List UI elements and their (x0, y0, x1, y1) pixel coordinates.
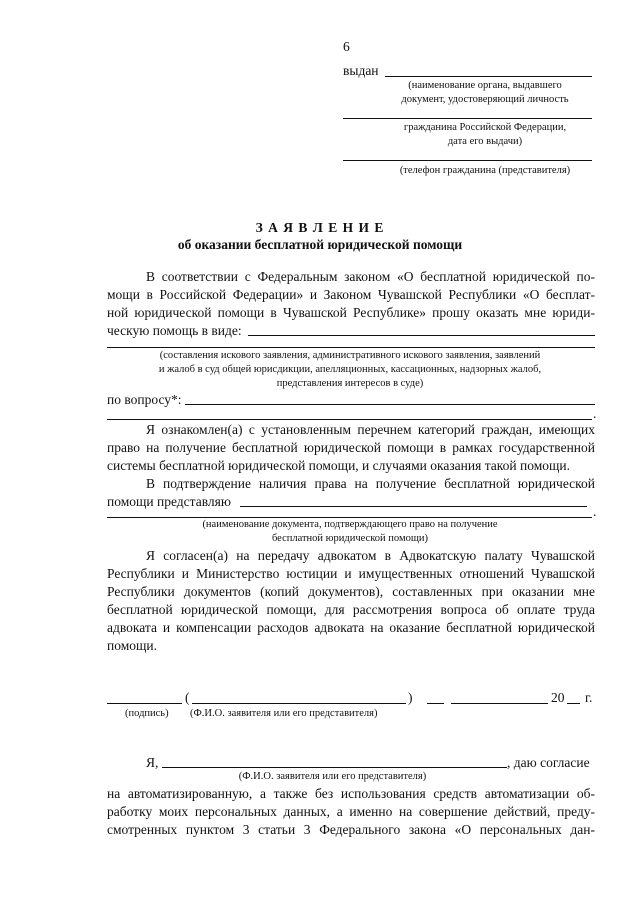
assistance-caption-1: (составления искового заявления, административного искового заявления, заявлений (159, 350, 541, 361)
year-suffix: г. (585, 690, 593, 705)
date-day-line[interactable] (427, 703, 444, 704)
question-line-1[interactable] (185, 404, 595, 405)
name-close-paren: ) (408, 690, 413, 705)
citizen-caption-2: дата его выдачи) (447, 136, 523, 147)
applicant-name-line[interactable] (192, 703, 406, 704)
consent-line-2: на автоматизированную, а также без использования средств автоматизации об- (107, 786, 595, 801)
issuer-line[interactable] (385, 76, 592, 77)
transfer-line-2: Республики и Министерство юстиции и имущественных отношений Чувашской (107, 566, 595, 581)
transfer-line-6: помощи. (107, 638, 158, 653)
citizen-caption-1: гражданина Российской Федерации, (403, 122, 567, 133)
date-year-line[interactable] (567, 703, 580, 704)
transfer-line-3: Республики документов (копий документов), составленных при оказании мне (107, 584, 595, 599)
ack-line-3: системы бесплатной юридической помощи, и случаями оказания такой помощи. (107, 458, 570, 473)
issuer-caption-1: (наименование органа, выдавшего (408, 80, 562, 91)
question-period: . (593, 406, 597, 421)
phone-caption: (телефон гражданина (представителя) (399, 165, 571, 176)
confirm-caption-1: (наименование документа, подтверждающего право на получение (202, 519, 498, 530)
consent-name-line[interactable] (162, 767, 507, 768)
consent-suffix: , даю согласие (507, 755, 590, 770)
request-line-1: В соответствии с Федеральным законом «О бесплатной юридической по- (146, 269, 595, 284)
consent-line-4: смотренных пунктом 3 статьи 3 Федерального закона «О персональных дан- (107, 822, 595, 837)
request-line-4: ческую помощь в виде: (107, 323, 242, 338)
consent-name-caption: (Ф.И.О. заявителя или его представителя) (238, 771, 427, 782)
issuer-caption-2: документ, удостоверяющий личность (401, 94, 569, 105)
ack-line-2: право на получение бесплатной юридической помощи в рамках государственной (107, 440, 595, 455)
assistance-caption-3: представления интересов в суде) (276, 378, 424, 389)
issued-label: выдан (343, 63, 379, 78)
assistance-caption-2: и жалоб в суд общей юрисдикции, апелляционных, кассационных, надзорных жалоб, (158, 364, 542, 375)
document-subtitle: об оказании бесплатной юридической помощи (177, 237, 463, 252)
assistance-type-line-2[interactable] (107, 347, 595, 348)
transfer-line-4: бесплатной юридической помощи, для рассмотрения вопроса об оплате труда (107, 602, 595, 617)
transfer-line-5: адвоката и компенсации расходов адвоката на оказание бесплатной юридической (107, 620, 595, 635)
confirm-line-1: В подтверждение наличия права на получение бесплатной юридической (146, 476, 595, 491)
document-line[interactable] (343, 118, 592, 119)
name-open-paren: ( (185, 690, 190, 705)
confirm-line-2: помощи представляю (107, 494, 231, 509)
assistance-type-line-1[interactable] (248, 335, 595, 336)
document-title: З А Я В Л Е Н И Е (255, 220, 385, 235)
signature-line[interactable] (107, 703, 182, 704)
phone-line[interactable] (343, 160, 592, 161)
name-caption: (Ф.И.О. заявителя или его представителя) (190, 708, 378, 719)
consent-line-3: работку моих персональных данных, а именно на совершение действий, преду- (107, 804, 595, 819)
date-month-line[interactable] (451, 703, 548, 704)
signature-caption: (подпись) (125, 708, 169, 719)
consent-prefix: Я, (146, 755, 159, 770)
year-prefix: 20 (551, 690, 565, 705)
confirm-period: . (593, 504, 597, 519)
question-label: по вопросу*: (107, 392, 182, 407)
request-line-2: мощи в Российской Федерации» и Законом Чувашской Республики «О бесплат- (107, 287, 595, 302)
confirm-caption-2: бесплатной юридической помощи) (271, 533, 429, 544)
page-number: 6 (343, 39, 350, 54)
confirm-document-line-1[interactable] (240, 506, 587, 507)
transfer-line-1: Я согласен(а) на передачу адвокатом в Адвокатскую палату Чувашской (146, 548, 595, 563)
confirm-document-line-2[interactable] (107, 517, 592, 518)
question-line-2[interactable] (107, 419, 592, 420)
request-line-3: ной юридической помощи в Чувашской Республике» прошу оказать мне юриди- (107, 305, 595, 320)
ack-line-1: Я ознакомлен(а) с установленным перечнем категорий граждан, имеющих (146, 422, 595, 437)
